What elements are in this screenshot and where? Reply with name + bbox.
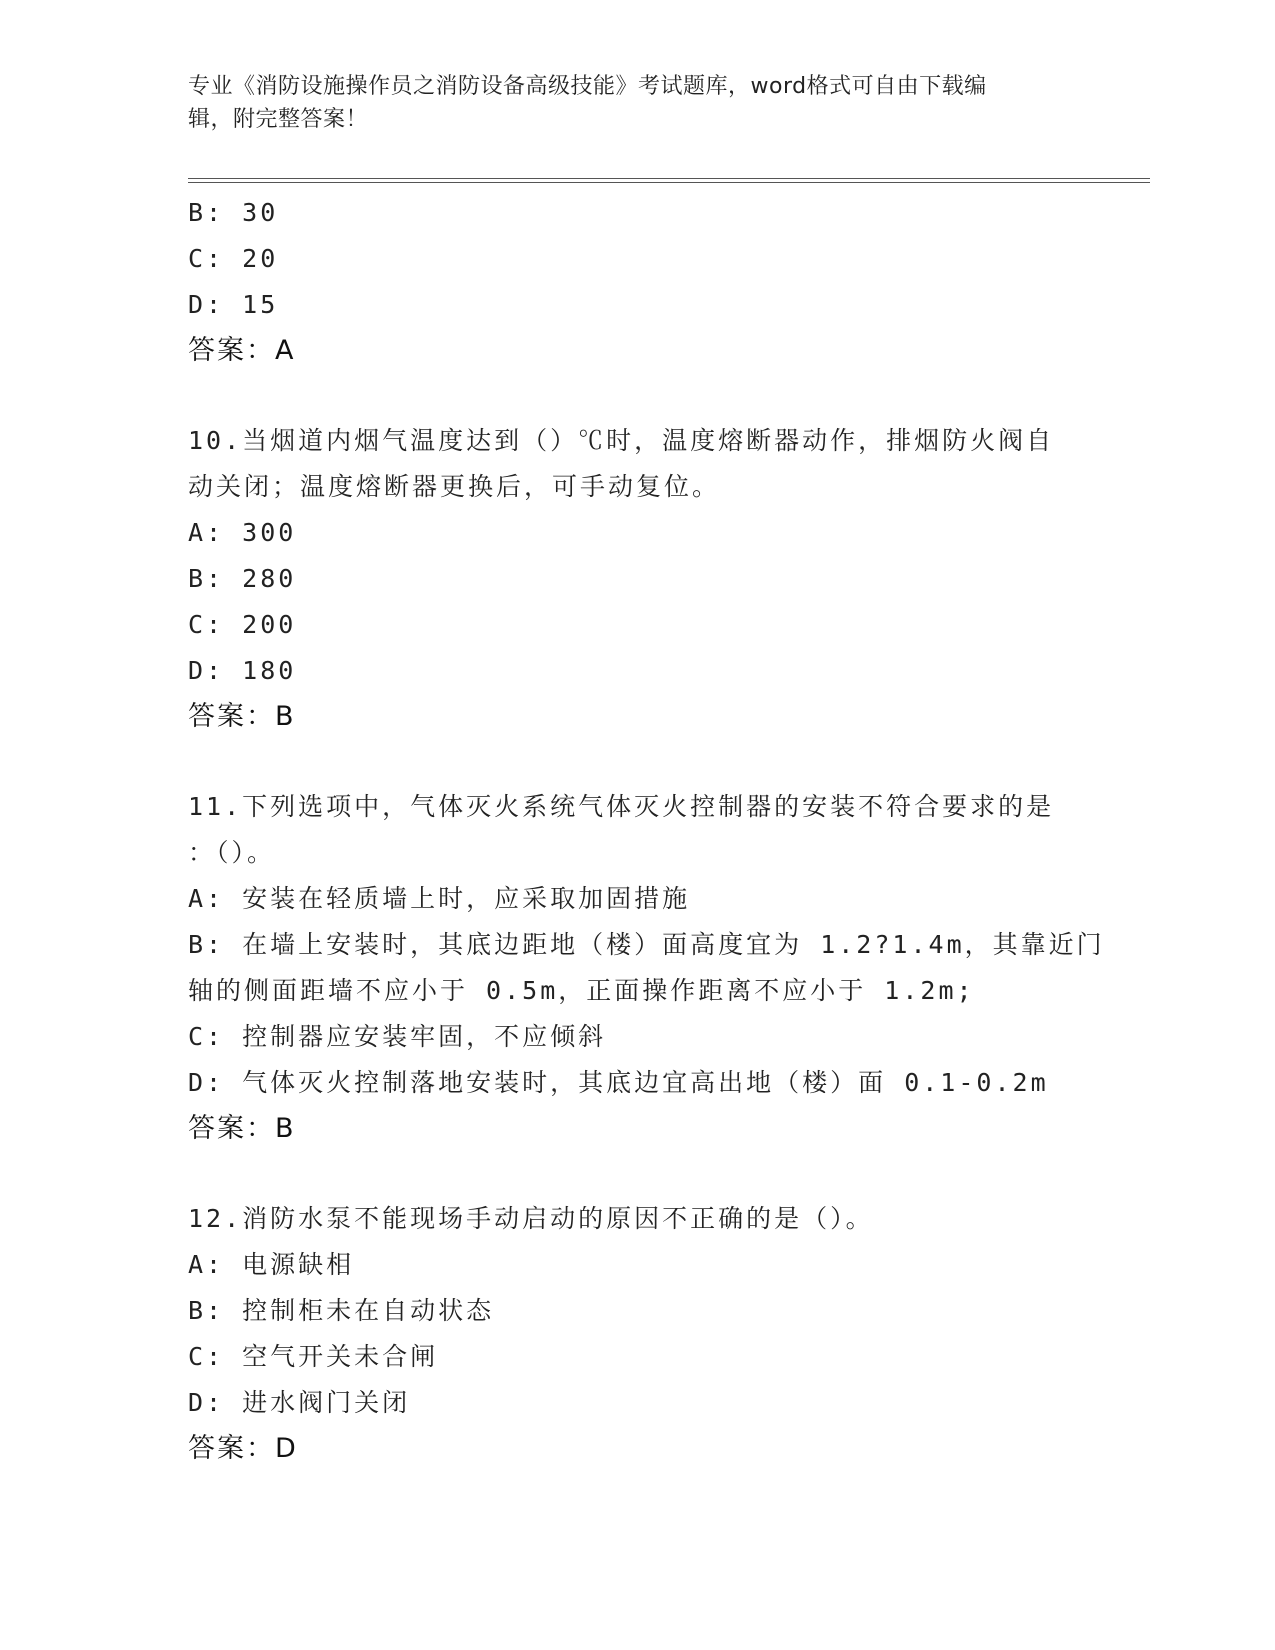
answer-label: 答案：B xyxy=(188,1113,296,1144)
question-stem: 11.下列选项中，气体灭火系统气体灭火控制器的安装不符合要求的是 xyxy=(188,792,1055,821)
question-stem: ：（）。 xyxy=(188,838,276,867)
option-c: C: 空气开关未合闸 xyxy=(188,1342,439,1371)
question-11 xyxy=(188,784,1105,1152)
option-b: B: 30 xyxy=(188,198,279,227)
spacer xyxy=(188,374,1088,418)
answer-label: 答案：A xyxy=(188,335,296,366)
option-c: C: 20 xyxy=(188,244,279,273)
answer-label: 答案：D xyxy=(188,1433,298,1464)
option-a: A: 安装在轻质墙上时，应采取加固措施 xyxy=(188,884,691,913)
option-d: D: 15 xyxy=(188,290,279,319)
question-stem: 12.消防水泵不能现场手动启动的原因不正确的是（）。 xyxy=(188,1204,874,1233)
spacer xyxy=(188,740,1088,784)
option-d: D: 进水阀门关闭 xyxy=(188,1388,411,1417)
option-b: B: 控制柜未在自动状态 xyxy=(188,1296,495,1325)
header-line-1: 专业《消防设施操作员之消防设备高级技能》考试题库，word格式可自由下载编 xyxy=(188,74,987,99)
question-stem: 10.当烟道内烟气温度达到（）℃时，温度熔断器动作，排烟防火阀自 xyxy=(188,426,1055,455)
option-b: B: 280 xyxy=(188,564,297,593)
header-divider xyxy=(188,178,1150,183)
question-stem: 动关闭；温度熔断器更换后，可手动复位。 xyxy=(188,472,721,501)
question-10 xyxy=(188,418,1088,740)
question-list xyxy=(188,190,1105,1472)
option-c: C: 200 xyxy=(188,610,297,639)
spacer xyxy=(188,1152,1088,1196)
option-d: D: 180 xyxy=(188,656,297,685)
option-b-continued: 轴的侧面距墙不应小于 0.5m，正面操作距离不应小于 1.2m; xyxy=(188,976,975,1005)
header-line-2: 辑，附完整答案！ xyxy=(188,107,369,132)
option-c: C: 控制器应安装牢固，不应倾斜 xyxy=(188,1022,607,1051)
question-12 xyxy=(188,1196,1088,1472)
option-a: A: 300 xyxy=(188,518,297,547)
answer-label: 答案：B xyxy=(188,701,296,732)
option-d: D: 气体灭火控制落地安装时，其底边宜高出地（楼）面 0.1-0.2m xyxy=(188,1068,1049,1097)
option-b: B: 在墙上安装时，其底边距地（楼）面高度宜为 1.2?1.4m，其靠近门 xyxy=(188,930,1105,959)
question-9-continued xyxy=(188,190,1088,374)
document-header xyxy=(188,70,1088,136)
option-a: A: 电源缺相 xyxy=(188,1250,355,1279)
